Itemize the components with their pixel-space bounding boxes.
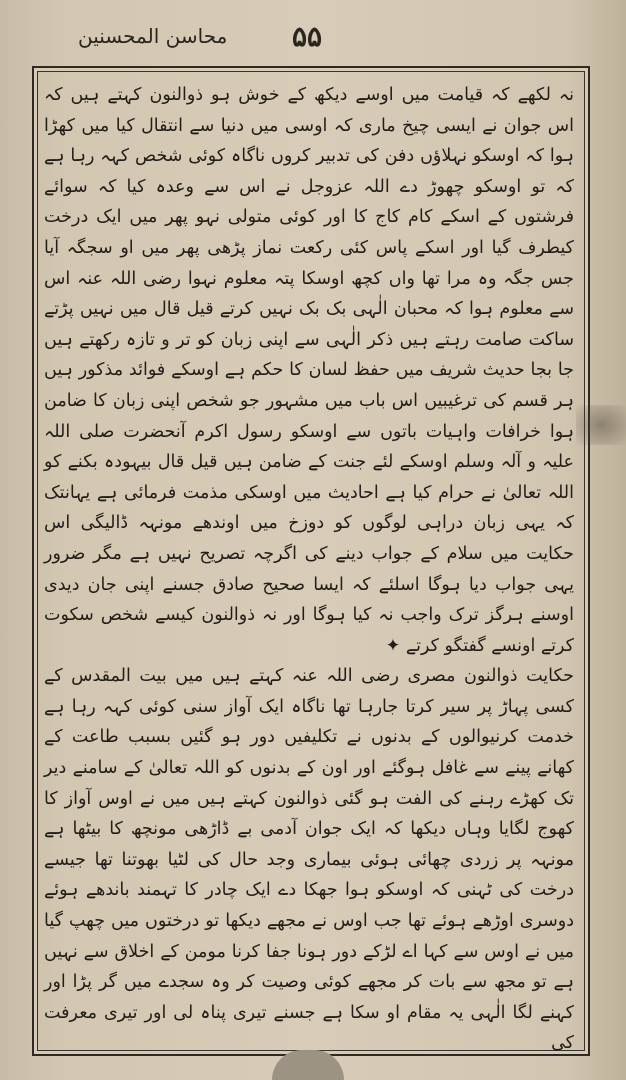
page-header [30, 18, 590, 58]
page-stain [576, 405, 626, 445]
paragraph-2: حکایت ذوالنون مصری رضی اللہ عنہ کہتے ہیں میں بیت المقدس کے کسی پہاڑ پر سیر کرتا جارہا تھا ناگاہ ایک آواز سنی کوئی کہہ رہا ہے خدمت کرنیوالوں کے بدنوں نے تکلیفیں دور ہو گئیں بسبب طاعت کے کھانے پینے سے غافل ہوگئے اور اون کے بدنوں کو اللہ تعالیٰ کے سامنے دیر تک کھڑے رہنے کی الفت ہو گئی ذوالنون کہتے ہیں میں نے اوس آواز کا کھوج لگایا وہاں دیکھا کہ ایک جوان آدمی بے ڈاڑھی مونچھ کا بیٹھا ہے مونہہ پر زردی چھائی ہوئی بیماری وجد حال کی لٹیا بھوتنا تھا جیسے درخت کی ٹہنی کہ اوسکو ہوا جھکا دے ایک چادر کا تہمند باندھے ہوئے دوسری اوڑھے ہوئے تھا جب اوس نے مجھے دیکھا تو درختوں میں چھپ گیا میں نے اوس سے کہا اے لڑکے دور ہونا جفا کرنا مومن کے اخلاق سے نہیں ہے تو مجھ سے بات کر مجھے کوئی وصیت کر وہ سجدے میں گر پڑا اور کہنے لگا الٰہی یہ مقام او سکا ہے جسنے تیری پناہ لی اور تیری معرفت کی [44, 666, 574, 1054]
page-number: ۵۵ [292, 20, 323, 53]
running-head: محاسن المحسنین [78, 24, 228, 48]
main-text [44, 80, 574, 1054]
paragraph-1: نہ لکھے کہ قیامت میں اوسے دیکھ کے خوش ہو ذوالنون کہتے ہیں کہ اس جوان نے ایسی چیخ ماری کہ اوسی میں دنیا سے انتقال کیا میں کھڑا ہوا کہ اوسکو نہلاؤں دفن کی تدبیر کروں ناگاہ کوئی شخص کہہ رہا ہے کہ تو اوسکو چھوڑ دے اللہ عزوجل نے اس سے وعدہ کیا کہ سوائے فرشتوں کے اسکے کام کاج کا اور کوئی متولی نہو پھر میں ایک درخت کیطرف گیا اور اسکے پاس کئی رکعت نماز پڑھی پھر میں او سجگہ آیا جس جگہ وہ مرا تھا واں کچھ اوسکا پتہ معلوم نہوا رضی اللہ عنہ اس سے معلوم ہوا کہ محبان الٰہی بک بک نہیں کرتے قیل قال میں نہیں پڑتے ساکت صامت رہتے ہیں ذکر الٰہی سے اپنی زبان کو تر و تازہ رکھتے ہیں جا بجا حدیث شریف میں حفظ لسان کا حکم ہے اوسکے فوائد مذکور ہیں ہر قسم کی ترغیبیں اس باب میں مشہور جو شخص اپنی زبان کا ضامن ہوا خرافات واہیات باتوں سے اوسکو رسول اکرم آنحضرت صلی اللہ علیہ و آلہ وسلم اوسکے لئے جنت کے ضامن ہیں قیل قال بیہودہ بکنے کو اللہ تعالیٰ نے حرام کیا ہے احادیث میں اوسکی مذمت فرمائی ہے یہانتک کہ یہی زبان دراہی لوگوں کو دوزخ میں اوندھے مونہہ ڈالیگی اس حکایت میں سلام کے جواب دینے کی اگرچہ تصریح نہیں ہے مگر ضرور یہی جواب دیا ہوگا اسلئے کہ ایسا صحیح صادق جسنے اپنی جان دیدی اوسنے ہرگز ترک واجب نہ کیا ہوگا اور نہ ذوالنون کیسے شخص سکوت کرتے اونسے گفتگو کرتے ✦ [44, 85, 574, 656]
